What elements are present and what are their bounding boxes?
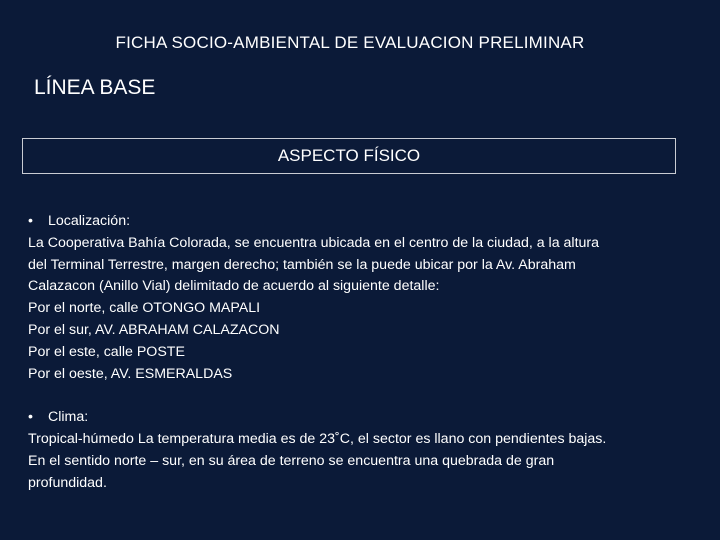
localizacion-heading (28, 211, 708, 233)
text-line: Por el sur, AV. ABRAHAM CALAZACON (28, 321, 280, 338)
text-line: del Terminal Terrestre, margen derecho; también se la puede ubicar por la Av. Abraham (28, 256, 576, 273)
content-body (28, 211, 708, 494)
document-title: FICHA SOCIO-AMBIENTAL DE EVALUACION PRELIMINAR (115, 33, 585, 52)
text-line: La Cooperativa Bahía Colorada, se encuentra ubicada en el centro de la ciudad, a la altura (28, 234, 600, 251)
document-subtitle: LÍNEA BASE (34, 76, 156, 99)
section-heading: ASPECTO FÍSICO (277, 146, 421, 165)
text-line: En el sentido norte – sur, en su área de terreno se encuentra una quebrada de gran (28, 452, 555, 469)
clima-block (28, 407, 708, 494)
bullet-icon: • (28, 213, 33, 229)
text-line: Tropical-húmedo La temperatura media es de 23˚C, el sector es llano con pendientes bajas. (28, 430, 607, 447)
text-line: Por el norte, calle OTONGO MAPALI (28, 300, 261, 317)
localizacion-label: Localización: (48, 213, 131, 229)
bullet-icon: • (28, 409, 33, 426)
section-heading-box (22, 138, 676, 174)
text-line: Calazacon (Anillo Vial) delimitado de acuerdo al siguiente detalle: (28, 278, 440, 295)
clima-heading (28, 407, 708, 429)
localizacion-block (28, 211, 708, 385)
clima-label: Clima: (48, 409, 89, 426)
text-line: Por el este, calle POSTE (28, 343, 185, 360)
text-line: Por el oeste, AV. ESMERALDAS (28, 365, 233, 382)
text-line: profundidad. (28, 474, 107, 491)
paragraph-gap (28, 385, 708, 407)
